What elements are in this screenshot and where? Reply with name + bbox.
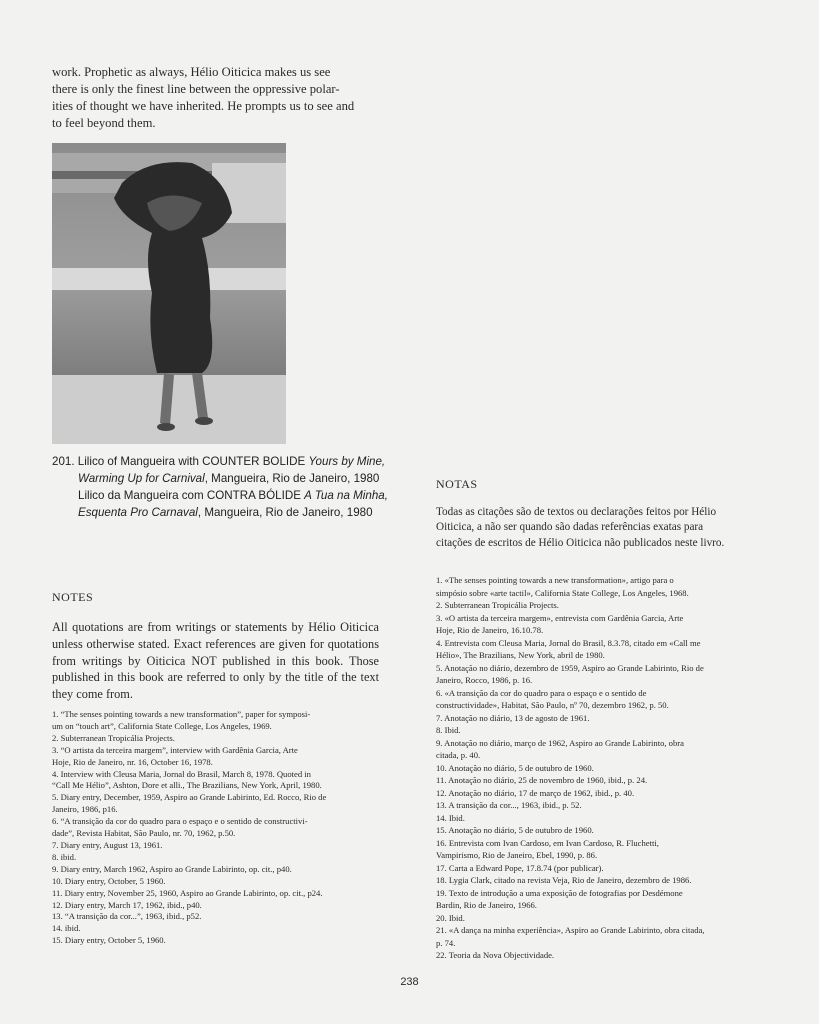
nota-line: 19. Texto de introdução a uma exposição de fotografias por Desdémone	[436, 887, 683, 898]
intro-line: ities of thought we have inherited. He prompts us to see and	[52, 99, 355, 113]
nota-line: Vampirismo, Rio de Janeiro, Ebel, 1990, p. 86.	[436, 850, 598, 860]
note-line: dade”, Revista Habitat, São Paulo, nr. 70, 1962, p.50.	[52, 828, 236, 839]
notas-intro	[436, 505, 766, 551]
notes-list	[52, 709, 379, 947]
note-line: um on “touch art”, California State College, Los Angeles, 1969.	[52, 720, 272, 731]
notas-intro-line: Todas as citações são de textos ou declarações feitos por Hélio	[436, 506, 717, 518]
note-line: 4. Interview with Cleusa Maria, Jornal do Brasil, March 8, 1978. Quoted in	[52, 768, 311, 779]
note-line: Janeiro, 1986, p16.	[52, 804, 118, 815]
photograph	[52, 143, 286, 444]
caption-pt-line2: Esquenta Pro Carnaval, Mangueira, Rio de Janeiro, 1980	[78, 506, 373, 519]
nota-line: simpósio sobre «arte tactil», California State College, Los Angeles, 1968.	[436, 587, 689, 598]
notas-intro-line: citações de escritos de Hélio Oiticica não publicados neste livro.	[436, 536, 725, 549]
note-line: 10. Diary entry, October, 5 1960.	[52, 875, 166, 886]
note-line: 11. Diary entry, November 25, 1960, Aspiro ao Grande Labirinto, op. cit., p24.	[52, 887, 323, 898]
note-line: 1. “The senses pointing towards a new transformation”, paper for symposi-	[52, 709, 311, 719]
nota-line: Hélio», The Brazilians, New York, abril de 1980.	[436, 650, 605, 660]
caption-pt-line1: Lilico da Mangueira com CONTRA BÓLIDE A Tua na Minha,	[78, 489, 388, 502]
intro-line: there is only the finest line between the oppressive polar-	[52, 82, 340, 96]
nota-line: 20. Ibid.	[436, 912, 465, 923]
nota-line: 2. Subterranean Tropicália Projects.	[436, 600, 559, 610]
nota-line: 17. Carta a Edward Pope, 17.8.74 (por publicar).	[436, 862, 604, 873]
note-line: 12. Diary entry, March 17, 1962, ibid., p40.	[52, 899, 202, 910]
nota-line: 13. A transição da cor..., 1963, ibid., p. 52.	[436, 800, 582, 810]
note-line: Hoje, Rio de Janeiro, nr. 16, October 16, 1978.	[52, 756, 213, 767]
nota-line: 9. Anotação no diário, março de 1962, Aspiro ao Grande Labirinto, obra	[436, 737, 684, 748]
note-line: 13. “A transição da cor...”, 1963, ibid., p52.	[52, 911, 202, 922]
nota-line: 21. «A dança na minha experiência», Aspiro ao Grande Labirinto, obra citada,	[436, 925, 705, 935]
nota-line: Janeiro, Rocco, 1986, p. 16.	[436, 675, 533, 685]
notas-intro-line: Oiticica, a não ser quando são dadas referências exatas para	[436, 521, 704, 534]
notes-intro: All quotations are from writings or statements by Hélio Oiticica unless otherwise stated. Exact references are given for quotations from writings by Oiticica NOT published in this book. Those published in this book are referred to only by the title of the text they come from.	[52, 620, 379, 702]
nota-line: 22. Teoria da Nova Objectividade.	[436, 950, 555, 960]
nota-line: 18. Lygia Clark, citado na revista Veja, Rio de Janeiro, dezembro de 1986.	[436, 875, 692, 885]
note-line: 9. Diary entry, March 1962, Aspiro ao Grande Labirinto, op. cit., p40.	[52, 863, 292, 874]
note-line: “Call Me Hélio”, Ashton, Dore et alli., The Brazilians, New York, April, 1980.	[52, 780, 322, 791]
note-line: 8. ibid.	[52, 851, 77, 862]
nota-line: 8. Ibid.	[436, 725, 461, 735]
note-line: 15. Diary entry, October 5, 1960.	[52, 935, 166, 946]
note-line: 2. Subterranean Tropicália Projects.	[52, 732, 175, 743]
caption-en-line1: 201. Lilico of Mangueira with COUNTER BOLIDE Yours by Mine,	[52, 455, 386, 468]
nota-line: 11. Anotação no diário, 25 de novembro de 1960, ibid., p. 24.	[436, 775, 648, 785]
intro-paragraph	[52, 64, 382, 132]
nota-line: 3. «O artista da terceira margem», entrevista com Gardênia Garcia, Arte	[436, 612, 684, 623]
nota-line: 15. Anotação no diário, 5 de outubro de 1960.	[436, 825, 594, 835]
nota-line: 4. Entrevista com Cleusa Maria, Jornal do Brasil, 8.3.78, citado em «Call me	[436, 637, 701, 648]
note-line: 7. Diary entry, August 13, 1961.	[52, 839, 163, 850]
notes-heading: NOTES	[52, 590, 94, 604]
nota-line: 6. «A transição da cor do quadro para o espaço e o sentido de	[436, 687, 647, 698]
notas-list	[436, 574, 766, 962]
nota-line: 14. Ibid.	[436, 812, 465, 823]
nota-line: Hoje, Rio de Janeiro, 16.10.78.	[436, 625, 544, 635]
nota-line: citada, p. 40.	[436, 750, 481, 760]
nota-line: 10. Anotação no diário, 5 de outubro de 1960.	[436, 762, 594, 773]
nota-line: 1. «The senses pointing towards a new transformation», artigo para o	[436, 575, 674, 585]
notas-heading: NOTAS	[436, 477, 478, 491]
note-line: 14. ibid.	[52, 923, 81, 934]
nota-line: 5. Anotação no diário, dezembro de 1959, Aspiro ao Grande Labirinto, Rio de	[436, 662, 704, 673]
nota-line: 12. Anotação no diário, 17 de março de 1962, ibid., p. 40.	[436, 787, 635, 798]
intro-line: work. Prophetic as always, Hélio Oiticica makes us see	[52, 65, 331, 79]
nota-line: p. 74.	[436, 937, 456, 948]
figure-caption	[52, 453, 422, 521]
photograph-illustration	[52, 143, 286, 444]
caption-en-line2: Warming Up for Carnival, Mangueira, Rio de Janeiro, 1980	[78, 472, 380, 485]
nota-line: 7. Anotação no diário, 13 de agosto de 1961.	[436, 712, 590, 723]
note-line: 3. “O artista da terceira margem”, interview with Gardênia Garcia, Arte	[52, 744, 298, 755]
nota-line: 16. Entrevista com Ivan Cardoso, em Ivan Cardoso, R. Fluchetti,	[436, 837, 659, 848]
note-line: 5. Diary entry, December, 1959, Aspiro ao Grande Labirinto, Ed. Rocco, Rio de	[52, 792, 327, 803]
nota-line: Bardin, Rio de Janeiro, 1966.	[436, 900, 537, 910]
nota-line: constructividade», Habitat, São Paulo, nº 70, dezembro 1962, p. 50.	[436, 700, 669, 710]
intro-line: to feel beyond them.	[52, 116, 156, 130]
note-line: 6. “A transição da cor do quadro para o espaço e o sentido de constructivi-	[52, 816, 308, 827]
page-number: 238	[400, 976, 419, 988]
